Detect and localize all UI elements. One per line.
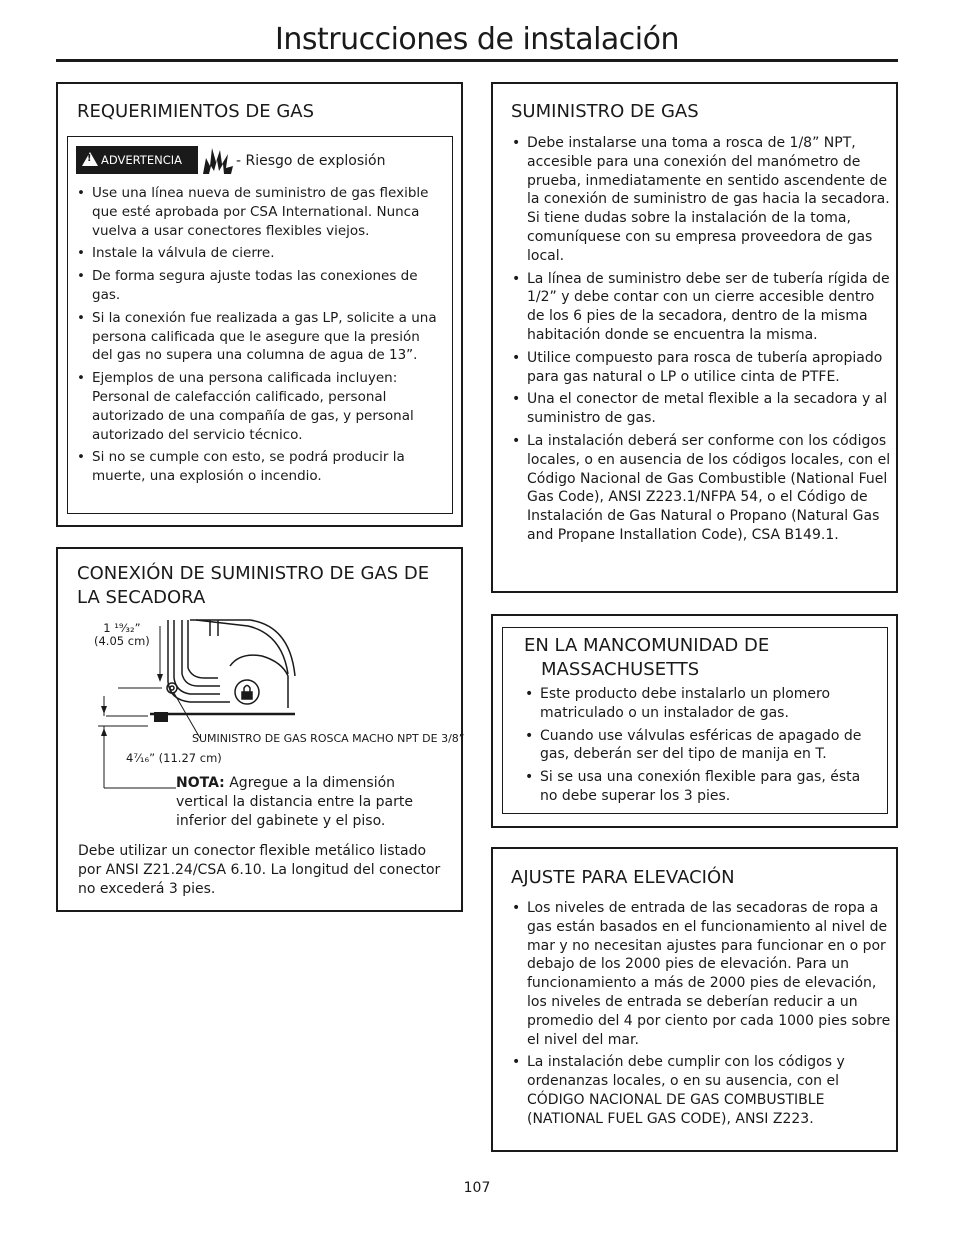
note-label: NOTA:: [176, 775, 225, 791]
list-item: • Los niveles de entrada de las secadoras de ropa a gas están basados en el funcionamiento al nivel de mar y no necesitan ajustes para funcionar en o por debajo de los 2000 pies de elevación. Para un funcionamiento a más de 2000 pies de elevación, los niveles de entrada se deberían reducir a un promedio del 4 por ciento por cada 1000 pies sobre el nivel del mar.: [512, 899, 892, 1049]
gas-requirements-list: [77, 184, 439, 490]
elevation-heading: AJUSTE PARA ELEVACIÓN: [511, 867, 735, 888]
list-item: • Cuando use válvulas esféricas de apagado de gas, deberán ser del tipo de manija en T.: [525, 727, 875, 765]
warning-risk-text: - Riesgo de explosión: [236, 153, 386, 169]
title-divider: [56, 59, 898, 62]
dryer-connection-heading: CONEXIÓN DE SUMINISTRO DE GAS DE LA SECADORA: [77, 563, 430, 608]
dimension-bottom: 4⁷⁄₁₆” (11.27 cm): [126, 751, 222, 765]
gas-supply-heading: SUMINISTRO DE GAS: [511, 101, 699, 122]
diagram-note: [176, 774, 441, 831]
gas-supply-list: [512, 134, 892, 549]
list-item: • Utilice compuesto para rosca de tubería apropiado para gas natural o LP o utilice cinta de PTFE.: [512, 349, 892, 387]
list-item: • La instalación debe cumplir con los códigos y ordenanzas locales, o en su ausencia, con el CÓDIGO NACIONAL DE GAS COMBUSTIBLE (NATIONAL FUEL GAS CODE), ANSI Z223.: [512, 1053, 892, 1128]
list-item: • De forma segura ajuste todas las conexiones de gas.: [77, 267, 439, 305]
dimension-top-cm: (4.05 cm): [94, 634, 150, 648]
list-item: • Si se usa una conexión flexible para gas, ésta no debe superar los 3 pies.: [525, 768, 875, 806]
list-item: • Este producto debe instalarlo un plomero matriculado o un instalador de gas.: [525, 685, 875, 723]
list-item: • Ejemplos de una persona calificada incluyen: Personal de calefacción calificado, personal autorizado de una compañía de gas, y personal autorizado del servicio técnico.: [77, 369, 439, 444]
list-item: • La línea de suministro debe ser de tubería rígida de 1/2” y debe contar con un cierre accesible dentro de los 6 pies de la secadora, dentro de la misma habitación donde se encuentra la misma.: [512, 270, 892, 345]
gas-requirements-heading: REQUERIMIENTOS DE GAS: [77, 101, 315, 122]
massachusetts-list: [525, 685, 875, 810]
massachusetts-heading-line2: MASSACHUSETTS: [541, 659, 700, 680]
list-item: • Si la conexión fue realizada a gas LP, solicite a una persona calificada que le asegure que la presión del gas no supera una columna de agua de 13”.: [77, 309, 439, 365]
elevation-list: [512, 899, 892, 1133]
page-number: 107: [463, 1180, 491, 1196]
massachusetts-heading-line1: EN LA MANCOMUNIDAD DE: [524, 635, 770, 656]
massachusetts-heading: [524, 634, 769, 682]
list-item: • Una el conector de metal flexible a la secadora y al suministro de gas.: [512, 390, 892, 428]
gas-supply-label: SUMINISTRO DE GAS ROSCA MACHO NPT DE 3/8”: [192, 732, 465, 745]
list-item: • Debe instalarse una toma a rosca de 1/8” NPT, accesible para una conexión del manómetro de prueba, inmediatamente en sentido ascendente de la conexión de suministro de gas hacia la secadora. Si tiene dudas sobre la instalación de la toma, comuníquese con su empresa proveedora de gas local.: [512, 134, 892, 266]
explosion-icon: [201, 144, 235, 176]
page-title: Instrucciones de instalación: [275, 22, 679, 57]
list-item: • Use una línea nueva de suministro de gas flexible que esté aprobada por CSA International. Nunca vuelva a usar conectores flexibles viejos.: [77, 184, 439, 240]
exclamation-icon: !: [87, 153, 92, 164]
list-item: • Si no se cumple con esto, se podrá producir la muerte, una explosión o incendio.: [77, 448, 439, 486]
gas-connection-diagram: [90, 616, 310, 796]
warning-badge: [76, 146, 198, 174]
list-item: • Instale la válvula de cierre.: [77, 244, 439, 263]
warning-label: ADVERTENCIA: [101, 153, 182, 167]
note-text: Agregue a la dimensión vertical la distancia entre la parte inferior del gabinete y el piso.: [176, 775, 413, 829]
list-item: • La instalación deberá ser conforme con los códigos locales, o en ausencia de los códigos locales, con el Código Nacional de Gas Combustible (National Fuel Gas Code), ANSI Z223.1/NFPA 54, o el Código de Instalación de Gas Natural o Propano (Natural Gas and Propane Installation Code), CSA B149.1.: [512, 432, 892, 545]
dimension-top-inches: 1 ¹⁹⁄₃₂”: [103, 621, 141, 635]
connector-paragraph: Debe utilizar un conector flexible metálico listado por ANSI Z21.24/CSA 6.10. La longitud del conector no excederá 3 pies.: [78, 843, 441, 897]
